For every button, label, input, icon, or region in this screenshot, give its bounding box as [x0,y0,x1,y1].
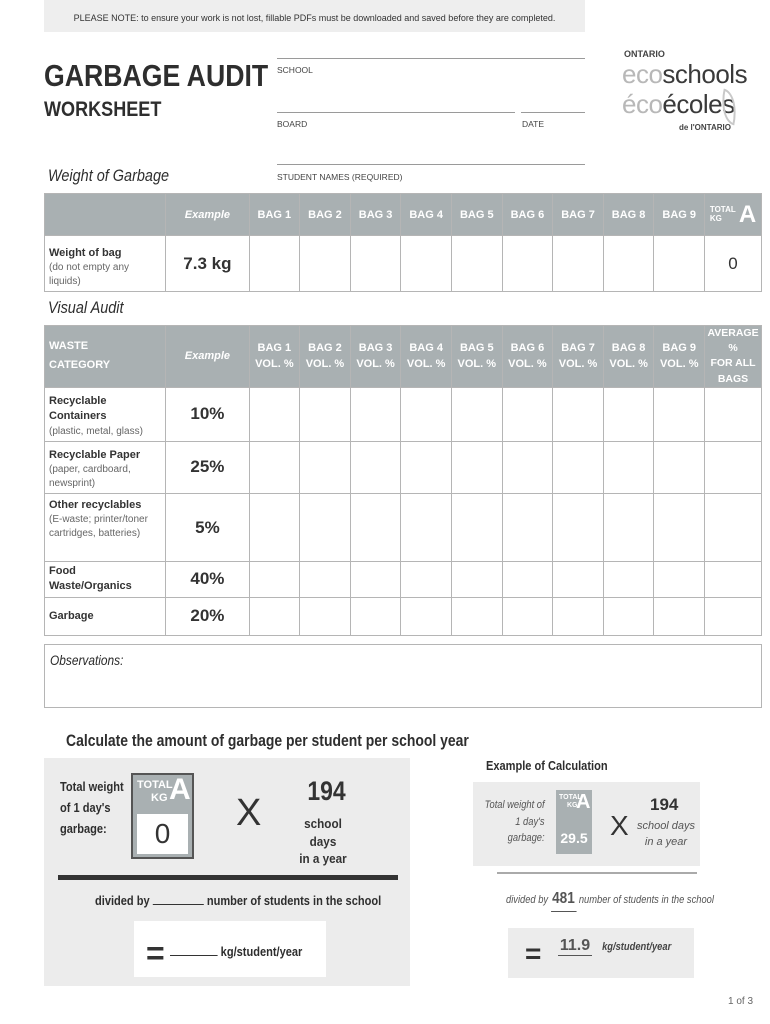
students-input[interactable] [153,893,204,905]
cell-input[interactable] [553,494,604,562]
row-label-recyclable-paper [45,441,166,493]
school-days-line-2: in a year [299,851,347,867]
weight-row-sub: (do not empty any liquids) [49,262,130,288]
box-total-label: TOTAL [137,779,173,791]
visual-header-category [45,326,166,388]
multiply-sign: X [236,792,262,834]
vol-label: VOL. % [558,358,598,371]
example-total-weight-line-1: Total weight of [484,799,545,811]
row-example-value: 20% [166,597,249,635]
vol-label: VOL. % [406,358,446,371]
example-fraction-bar [497,872,697,874]
logo-de-lontario: de l'ONTARIO [679,123,731,132]
page-subtitle: WORKSHEET [44,98,162,121]
board-field[interactable]: BOARD [277,119,308,129]
cell-input[interactable] [300,562,351,598]
row-label-garbage [45,597,166,635]
weight-bag-7-input[interactable] [553,236,604,292]
bag-2-label: BAG 2 [308,341,342,354]
total-weight-line-2: of 1 day's [60,799,111,815]
bag-9-label: BAG 9 [662,341,697,354]
cell-input[interactable] [654,562,705,598]
cell-input[interactable] [350,441,401,493]
total-letter-a: A [738,200,757,228]
example-box-total: TOTAL [559,794,582,801]
weight-header-bag-3: BAG 3 [350,194,401,236]
result-input[interactable] [170,944,218,956]
page-title: GARBAGE AUDIT [44,58,269,93]
cell-input-average[interactable] [705,387,762,441]
school-days-number: 194 [307,776,346,806]
visual-header-bag-7 [553,326,604,388]
cell-input[interactable] [401,387,452,441]
example-multiply-sign: X [610,810,629,841]
box-letter-a: A [169,773,191,806]
logo-ecoecoles [622,89,735,120]
weight-header-bag-5: BAG 5 [451,194,502,236]
cell-input[interactable] [401,441,452,493]
weight-header-bag-6: BAG 6 [502,194,553,236]
weight-bag-1-input[interactable] [249,236,300,292]
row-label-other-recyclables [45,494,166,562]
visual-heading: Visual Audit [48,298,124,317]
students-field[interactable]: STUDENT NAMES (REQUIRED) [277,172,403,182]
divided-by-label: divided by [95,893,150,908]
total-a-value[interactable]: 0 [137,814,188,854]
cell-input[interactable] [553,441,604,493]
cell-input[interactable] [654,387,705,441]
logo-ontario: ONTARIO [624,49,665,59]
cell-input[interactable] [603,597,654,635]
row-example-value: 40% [166,562,249,598]
cell-input[interactable] [300,597,351,635]
visual-header-bag-9 [654,326,705,388]
school-days-line-1: school days [304,816,342,849]
table-row [45,441,762,493]
date-field[interactable]: DATE [522,119,545,129]
weight-bag-8-input[interactable] [603,236,654,292]
cell-input[interactable] [502,441,553,493]
weight-bag-9-input[interactable] [654,236,705,292]
total-weight-line-1: Total weight [60,779,124,794]
visual-header-bag-4 [401,326,452,388]
cell-input[interactable] [401,562,452,598]
box-kg-label: KG [151,792,168,805]
logo-ecoles: écoles [662,89,735,119]
weight-row-title: Weight of bag [49,247,122,259]
total-a-box [131,773,194,859]
cell-input[interactable] [451,494,502,562]
weight-header-bag-8: BAG 8 [603,194,654,236]
cell-input[interactable] [603,387,654,441]
example-box-kg: KG [567,802,578,810]
vol-label: VOL. % [659,358,699,371]
example-divided-by-label: divided by [506,894,549,906]
cell-input[interactable] [350,597,401,635]
bag-3-label: BAG 3 [358,341,393,354]
cell-input-average[interactable] [705,562,762,598]
visual-header-bag-1 [249,326,300,388]
bag-4-label: BAG 4 [409,341,443,354]
row-sub: (E-waste; printer/toner cartridges, batteries) [49,514,148,540]
bag-6-label: BAG 6 [510,341,545,354]
row-example-value: 10% [166,387,249,441]
visual-header-bag-3 [350,326,401,388]
example-school-days-label [636,819,696,851]
cell-input[interactable] [350,494,401,562]
visual-table [44,325,762,636]
row-example-value: 25% [166,441,249,493]
row-label-food-waste [45,562,166,598]
cell-input[interactable] [502,562,553,598]
example-school-days-number: 194 [650,795,679,814]
cell-input[interactable] [502,387,553,441]
example-total-a-box [556,790,592,854]
bag-7-label: BAG 7 [561,341,595,354]
example-equals-sign: = [525,938,542,969]
example-kg-student-year-label: kg/student/year [602,941,672,953]
cell-input[interactable] [401,494,452,562]
total-weight-label [60,777,124,839]
vol-label: VOL. % [508,358,547,371]
logo-eco: eco [622,59,663,89]
cell-input-average[interactable] [705,494,762,562]
cell-input[interactable] [249,494,300,562]
cell-input[interactable] [249,387,300,441]
cell-input[interactable] [451,441,502,493]
cell-input[interactable] [451,387,502,441]
cell-input[interactable] [502,494,553,562]
cell-input[interactable] [249,597,300,635]
kg-label: KG [709,213,722,223]
total-label: TOTAL [709,204,736,214]
row-example-value: 5% [166,494,249,562]
cell-input[interactable] [603,562,654,598]
cell-input[interactable] [553,387,604,441]
observations-field[interactable] [44,644,762,708]
logo-eco-fr: éco [622,89,663,119]
students-label: number of students in the school [206,893,382,908]
weight-header-blank [45,194,166,236]
row-label-recyclable-containers [45,387,166,441]
students-field-line [277,164,585,165]
example-box-letter-a: A [576,791,591,813]
weight-table [44,193,762,292]
table-row [45,562,762,598]
bag-8-label: BAG 8 [611,341,646,354]
weight-header-bag-2: BAG 2 [300,194,351,236]
observations-label: Observations: [50,652,124,668]
vol-label: VOL. % [255,358,294,371]
weight-example-value: 7.3 kg [166,236,249,292]
fraction-bar [58,875,398,880]
cell-input[interactable] [350,387,401,441]
equals-sign: = [146,935,165,971]
cell-input-average[interactable] [705,441,762,493]
logo-ecoschools [622,59,747,90]
cell-input[interactable] [350,562,401,598]
visual-header-example: Example [166,326,249,388]
cell-input[interactable] [603,494,654,562]
cell-input[interactable] [654,597,705,635]
weight-bag-2-input[interactable] [300,236,351,292]
cell-input[interactable] [451,597,502,635]
example-students-label: number of students in the school [578,894,714,906]
example-students-value: 481 [551,887,577,912]
weight-heading: Weight of Garbage [48,166,170,185]
weight-header-bag-4: BAG 4 [401,194,452,236]
cell-input[interactable] [300,387,351,441]
row-title: Other recyclables [49,499,142,512]
visual-header-bag-6 [502,326,553,388]
cell-input[interactable] [300,441,351,493]
example-result-value: 11.9 [559,937,591,954]
table-row [45,387,762,441]
weight-total-value[interactable]: 0 [705,236,762,292]
example-calc-title: Example of Calculation [486,758,608,773]
average-label: AVERAGE % [707,327,759,355]
school-days-label [291,815,356,868]
row-title: Recyclable Paper [49,448,141,461]
bag-1-label: BAG 1 [257,341,292,354]
visual-header-average [705,326,762,388]
visual-header-bag-2 [300,326,351,388]
page-number: 1 of 3 [728,996,754,1007]
cell-input[interactable] [249,562,300,598]
cell-input-average[interactable] [705,597,762,635]
cell-input[interactable] [249,441,300,493]
calc-title: Calculate the amount of garbage per student per school year [66,731,469,750]
example-total-weight-line-2: 1 day's garbage: [507,815,545,844]
row-title: Recyclable Containers [49,394,107,423]
kg-student-year-label: kg/student/year [220,944,303,959]
table-row [45,494,762,562]
school-field[interactable]: SCHOOL [277,65,313,75]
weight-bag-3-input[interactable] [350,236,401,292]
weight-row-label [45,236,166,292]
weight-header-bag-9: BAG 9 [654,194,705,236]
row-sub: (plastic, metal, glass) [49,425,143,437]
example-school-days-line-2: in a year [644,835,688,848]
weight-header-example: Example [166,194,249,236]
row-sub: (paper, cardboard, newsprint) [49,464,131,490]
weight-bag-6-input[interactable] [502,236,553,292]
visual-header-bag-8 [603,326,654,388]
waste-label: WASTE [49,339,89,352]
weight-header-bag-1: BAG 1 [249,194,300,236]
cell-input[interactable] [553,597,604,635]
category-label: CATEGORY [49,359,111,372]
logo-schools: schools [662,59,748,89]
cell-input[interactable] [502,597,553,635]
weight-bag-4-input[interactable] [401,236,452,292]
cell-input[interactable] [603,441,654,493]
vol-label: VOL. % [356,358,395,371]
vol-label: VOL. % [457,358,497,371]
cell-input[interactable] [401,597,452,635]
cell-input[interactable] [300,494,351,562]
row-title: Garbage [49,609,94,622]
row-title: Food Waste/Organics [49,565,132,593]
example-total-a-value: 29.5 [560,830,588,846]
cell-input[interactable] [553,562,604,598]
vol-label: VOL. % [305,358,345,371]
weight-header-bag-7: BAG 7 [553,194,604,236]
example-result-row [558,937,678,956]
school-field-line [277,58,585,59]
weight-bag-5-input[interactable] [451,236,502,292]
vol-label: VOL. % [609,358,648,371]
cell-input[interactable] [654,494,705,562]
bags-label: BAGS [717,372,749,385]
for-all-label: FOR ALL [710,357,756,370]
divided-by-row [95,891,381,912]
top-note: PLEASE NOTE: to ensure your work is not lost, fillable PDFs must be downloaded and saved before they are completed. [44,0,585,32]
result-row [170,942,302,963]
cell-input[interactable] [654,441,705,493]
board-field-line [277,112,515,113]
visual-header-bag-5 [451,326,502,388]
example-school-days-line-1: school days [636,820,696,832]
total-weight-line-3: garbage: [60,820,107,836]
example-divided-by-row [506,887,714,912]
date-field-line [521,112,585,113]
cell-input[interactable] [451,562,502,598]
weight-header-total [705,194,762,236]
table-row [45,597,762,635]
bag-5-label: BAG 5 [459,341,494,354]
example-total-weight-label [483,797,544,847]
